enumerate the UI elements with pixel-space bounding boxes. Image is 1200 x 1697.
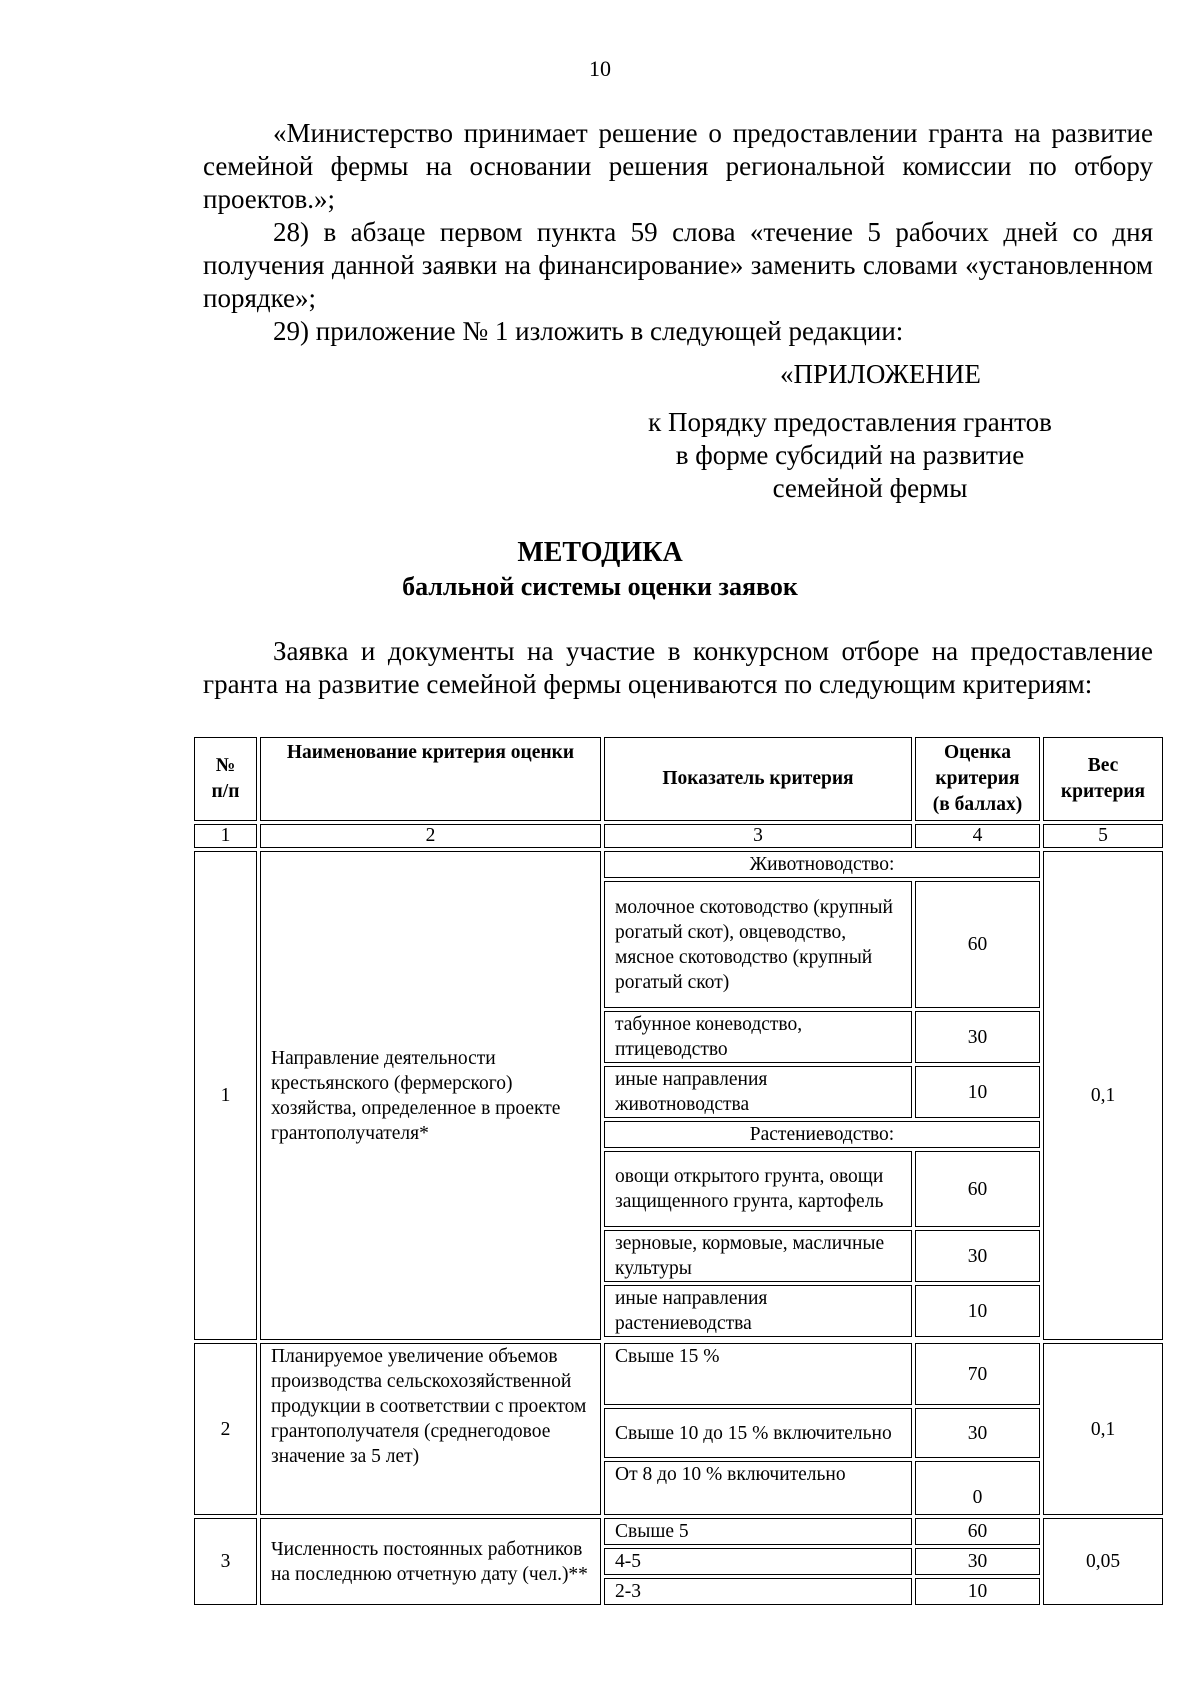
column-number: 4 (915, 824, 1040, 848)
indicator-text: молочное скотоводство (крупный рогатый скот), овцеводство, мясное скотоводство (крупный рогатый скот) (604, 881, 912, 1008)
appendix-caption (600, 406, 1100, 505)
criteria-table (191, 734, 1166, 1608)
indicator-score: 10 (915, 1066, 1040, 1118)
criterion-2-name: Планируемое увеличение объемов производства сельскохозяйственной продукции в соответствии с проектом грантополучателя (среднегодовое значение за 5 лет) (260, 1343, 601, 1515)
criterion-3-number: 3 (194, 1518, 257, 1605)
column-number: 2 (260, 824, 601, 848)
indicator-score: 0 (915, 1461, 1040, 1515)
indicator-score: 30 (915, 1548, 1040, 1575)
method-title: МЕТОДИКА (517, 537, 683, 568)
column-number: 5 (1043, 824, 1163, 848)
page-number: 10 (589, 56, 611, 81)
indicator-text: 4-5 (604, 1548, 912, 1575)
indicator-text: 2-3 (604, 1578, 912, 1605)
header-criterion-name: Наименование критерия оценки (260, 737, 601, 821)
criterion-1-number: 1 (194, 851, 257, 1340)
appendix-caption-line-1: к Порядку предоставления грантов (648, 407, 1052, 437)
header-indicator: Показатель критерия (604, 737, 912, 821)
criterion-2-number: 2 (194, 1343, 257, 1515)
criterion-3-name: Численность постоянных работников на последнюю отчетную дату (чел.)** (260, 1518, 601, 1605)
criterion-1-weight: 0,1 (1043, 851, 1163, 1340)
paragraph-item-28: 28) в абзаце первом пункта 59 слова «течение 5 рабочих дней со дня получения данной заявки на финансирование» заменить словами «установленном порядке»; (203, 217, 1153, 313)
indicator-text: овощи открытого грунта, овощи защищенного грунта, картофель (604, 1151, 912, 1227)
indicator-text: Свыше 10 до 15 % включительно (604, 1408, 912, 1458)
indicator-text: От 8 до 10 % включительно (604, 1461, 912, 1515)
indicator-text: зерновые, кормовые, масличные культуры (604, 1230, 912, 1282)
appendix-caption-line-3: семейной фермы (772, 473, 968, 503)
indicator-score: 60 (915, 881, 1040, 1008)
column-number: 1 (194, 824, 257, 848)
indicator-score: 10 (915, 1285, 1040, 1337)
indicator-score: 10 (915, 1578, 1040, 1605)
indicator-text: иные направления растениеводства (604, 1285, 912, 1337)
indicator-score: 70 (915, 1343, 1040, 1405)
column-number: 3 (604, 824, 912, 848)
indicator-text: Свыше 15 % (604, 1343, 912, 1405)
column-number-row (194, 824, 1163, 848)
group-livestock: Животноводство: (604, 851, 1040, 878)
method-subtitle: балльной системы оценки заявок (402, 572, 798, 601)
indicator-score: 60 (915, 1518, 1040, 1545)
indicator-text: иные направления животноводства (604, 1066, 912, 1118)
table-row (194, 1518, 1163, 1545)
header-number: № п/п (194, 737, 257, 821)
intro-paragraph: Заявка и документы на участие в конкурсном отборе на предоставление гранта на развитие семейной фермы оцениваются по следующим критериям: (203, 636, 1153, 699)
indicator-text: табунное коневодство, птицеводство (604, 1011, 912, 1063)
paragraph-item-29: 29) приложение № 1 изложить в следующей редакции: (273, 316, 904, 346)
indicator-score: 30 (915, 1230, 1040, 1282)
indicator-score: 30 (915, 1011, 1040, 1063)
criterion-1-name: Направление деятельности крестьянского (фермерского) хозяйства, определенное в проекте грантополучателя* (260, 851, 601, 1340)
indicator-score: 60 (915, 1151, 1040, 1227)
table-header-row (194, 737, 1163, 821)
header-weight: Вес критерия (1043, 737, 1163, 821)
appendix-title: «ПРИЛОЖЕНИЕ (780, 359, 981, 389)
indicator-text: Свыше 5 (604, 1518, 912, 1545)
paragraph-ministry-decision: «Министерство принимает решение о предоставлении гранта на развитие семейной фермы на основании решения региональной комиссии по отбору проектов.»; (203, 118, 1153, 214)
indicator-score: 30 (915, 1408, 1040, 1458)
criterion-3-weight: 0,05 (1043, 1518, 1163, 1605)
appendix-caption-line-2: в форме субсидий на развитие (675, 440, 1025, 470)
header-score: Оценка критерия (в баллах) (915, 737, 1040, 821)
criterion-2-weight: 0,1 (1043, 1343, 1163, 1515)
table-row (194, 1343, 1163, 1405)
table-row (194, 851, 1163, 878)
group-crop-farming: Растениеводство: (604, 1121, 1040, 1148)
